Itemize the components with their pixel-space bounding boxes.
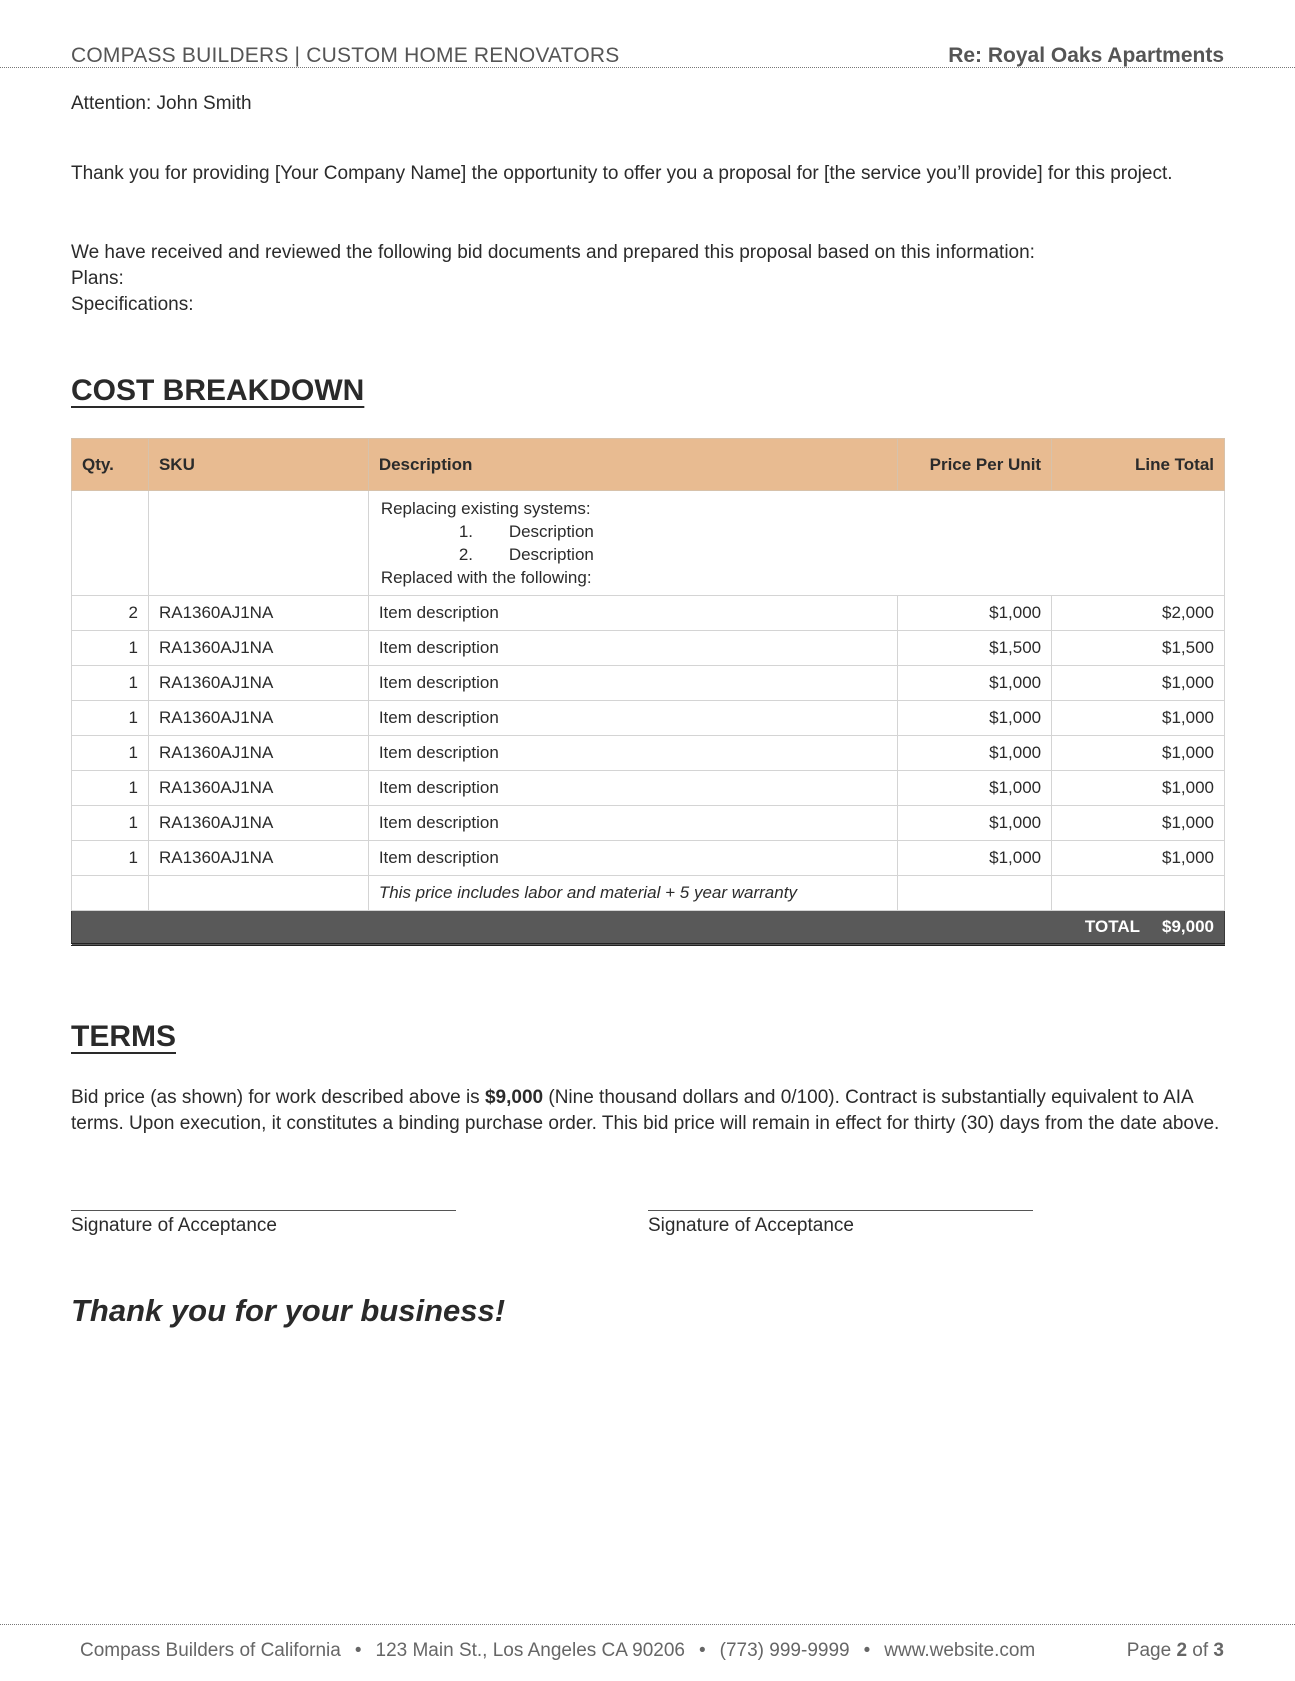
header-divider <box>0 67 1295 68</box>
empty-cell <box>72 491 149 596</box>
column-header-description: Description <box>368 439 897 491</box>
systems-replaced: Replaced with the following: <box>380 568 592 587</box>
list-text: Description <box>508 522 594 541</box>
line-total-cell: $1,000 <box>1052 701 1225 736</box>
footer-address: 123 Main St., Los Angeles CA 90206 <box>375 1640 685 1661</box>
description-cell: Item description <box>368 736 897 771</box>
price-cell: $1,000 <box>898 806 1052 841</box>
price-cell: $1,000 <box>898 771 1052 806</box>
total-label: TOTAL <box>1084 917 1140 936</box>
description-cell: Item description <box>368 806 897 841</box>
terms-text-end: (Nine thousand dollars and 0/100). Contract is substantially equivalent to AIA terms. Upon execution, it constitutes a binding purchase order. This bid price will remain in effect for thirty (30) days from the date above. <box>71 1087 1220 1134</box>
signature-label-left: Signature of Acceptance <box>71 1215 277 1236</box>
table-header-row <box>72 439 1225 491</box>
qty-cell: 2 <box>72 596 149 631</box>
empty-cell <box>148 876 368 911</box>
terms-heading: TERMS <box>71 1020 176 1053</box>
price-cell: $1,000 <box>898 596 1052 631</box>
sku-cell: RA1360AJ1NA <box>148 596 368 631</box>
total-cell <box>72 911 1225 945</box>
table-row <box>72 806 1225 841</box>
cost-breakdown-table <box>71 438 1225 946</box>
list-number: 2. <box>458 545 474 564</box>
table-row <box>72 701 1225 736</box>
description-cell: Item description <box>368 596 897 631</box>
plans-label: Plans: <box>71 268 124 289</box>
table-row <box>72 771 1225 806</box>
column-header-qty: Qty. <box>72 439 149 491</box>
column-header-line-total: Line Total <box>1052 439 1225 491</box>
sku-cell: RA1360AJ1NA <box>148 806 368 841</box>
qty-cell: 1 <box>72 771 149 806</box>
sku-cell: RA1360AJ1NA <box>148 631 368 666</box>
sku-cell: RA1360AJ1NA <box>148 736 368 771</box>
price-note: This price includes labor and material + 5 year warranty <box>368 876 897 911</box>
footer-website: www.website.com <box>884 1640 1036 1661</box>
table-row <box>72 596 1225 631</box>
description-cell: Item description <box>368 841 897 876</box>
closing-message: Thank you for your business! <box>71 1293 506 1328</box>
qty-cell: 1 <box>72 701 149 736</box>
sku-cell: RA1360AJ1NA <box>148 841 368 876</box>
column-header-price-per-unit: Price Per Unit <box>898 439 1052 491</box>
terms-amount: $9,000 <box>484 1087 544 1108</box>
header-company: COMPASS BUILDERS | CUSTOM HOME RENOVATORS <box>71 44 620 67</box>
signature-label-right: Signature of Acceptance <box>648 1215 854 1236</box>
note-row <box>72 876 1225 911</box>
thank-you-paragraph: Thank you for providing [Your Company Name] the opportunity to offer you a proposal for [the service you’ll provide] for this project. <box>71 163 1173 184</box>
bullet-separator: • <box>863 1640 871 1661</box>
line-total-cell: $1,000 <box>1052 806 1225 841</box>
line-total-cell: $2,000 <box>1052 596 1225 631</box>
price-cell: $1,000 <box>898 736 1052 771</box>
line-total-cell: $1,000 <box>1052 736 1225 771</box>
systems-intro: Replacing existing systems: <box>380 499 591 518</box>
price-cell: $1,000 <box>898 666 1052 701</box>
systems-list <box>381 520 1212 566</box>
table-row <box>72 841 1225 876</box>
signature-line-left[interactable] <box>71 1210 456 1211</box>
total-value: $9,000 <box>1162 917 1214 936</box>
price-cell: $1,000 <box>898 701 1052 736</box>
terms-paragraph <box>71 1085 1224 1137</box>
signature-line-right[interactable] <box>648 1210 1033 1211</box>
total-row <box>72 911 1225 945</box>
line-total-cell: $1,000 <box>1052 841 1225 876</box>
empty-cell <box>72 876 149 911</box>
qty-cell: 1 <box>72 806 149 841</box>
bullet-separator: • <box>699 1640 706 1661</box>
systems-list-item <box>381 543 1212 566</box>
page-current: 2 <box>1176 1640 1188 1661</box>
description-cell: Item description <box>368 771 897 806</box>
line-total-cell: $1,000 <box>1052 666 1225 701</box>
footer-company: Compass Builders of California <box>80 1640 341 1661</box>
table-row <box>72 631 1225 666</box>
systems-list-item <box>381 520 1212 543</box>
systems-row <box>72 491 1225 596</box>
list-number: 1. <box>458 522 474 541</box>
line-total-cell: $1,000 <box>1052 771 1225 806</box>
footer-phone: (773) 999-9999 <box>719 1640 850 1661</box>
attention-line: Attention: John Smith <box>71 93 252 114</box>
empty-cell <box>148 491 368 596</box>
qty-cell: 1 <box>72 841 149 876</box>
page-number <box>1127 1640 1224 1662</box>
header-project: Re: Royal Oaks Apartments <box>948 44 1224 67</box>
bullet-separator: • <box>354 1640 362 1661</box>
table-row <box>72 666 1225 701</box>
page-of: of <box>1187 1640 1214 1661</box>
description-cell: Item description <box>368 666 897 701</box>
price-cell: $1,000 <box>898 841 1052 876</box>
terms-text-start: Bid price (as shown) for work described above is <box>71 1087 485 1108</box>
price-cell: $1,500 <box>898 631 1052 666</box>
specifications-label: Specifications: <box>71 294 194 315</box>
qty-cell: 1 <box>72 631 149 666</box>
qty-cell: 1 <box>72 736 149 771</box>
page-total: 3 <box>1213 1640 1224 1661</box>
description-cell: Item description <box>368 631 897 666</box>
sku-cell: RA1360AJ1NA <box>148 771 368 806</box>
cost-breakdown-heading: COST BREAKDOWN <box>71 374 365 407</box>
list-text: Description <box>508 545 594 564</box>
sku-cell: RA1360AJ1NA <box>148 701 368 736</box>
page-footer <box>80 1640 1224 1662</box>
table-row <box>72 736 1225 771</box>
page-prefix: Page <box>1126 1640 1177 1661</box>
footer-divider <box>0 1624 1295 1625</box>
line-total-cell: $1,500 <box>1052 631 1225 666</box>
empty-cell <box>1052 876 1225 911</box>
page-header <box>71 40 1224 68</box>
qty-cell: 1 <box>72 666 149 701</box>
received-paragraph: We have received and reviewed the following bid documents and prepared this proposal based on this information: <box>71 242 1035 263</box>
empty-cell <box>898 876 1052 911</box>
sku-cell: RA1360AJ1NA <box>148 666 368 701</box>
systems-description <box>368 491 1224 596</box>
description-cell: Item description <box>368 701 897 736</box>
column-header-sku: SKU <box>148 439 368 491</box>
